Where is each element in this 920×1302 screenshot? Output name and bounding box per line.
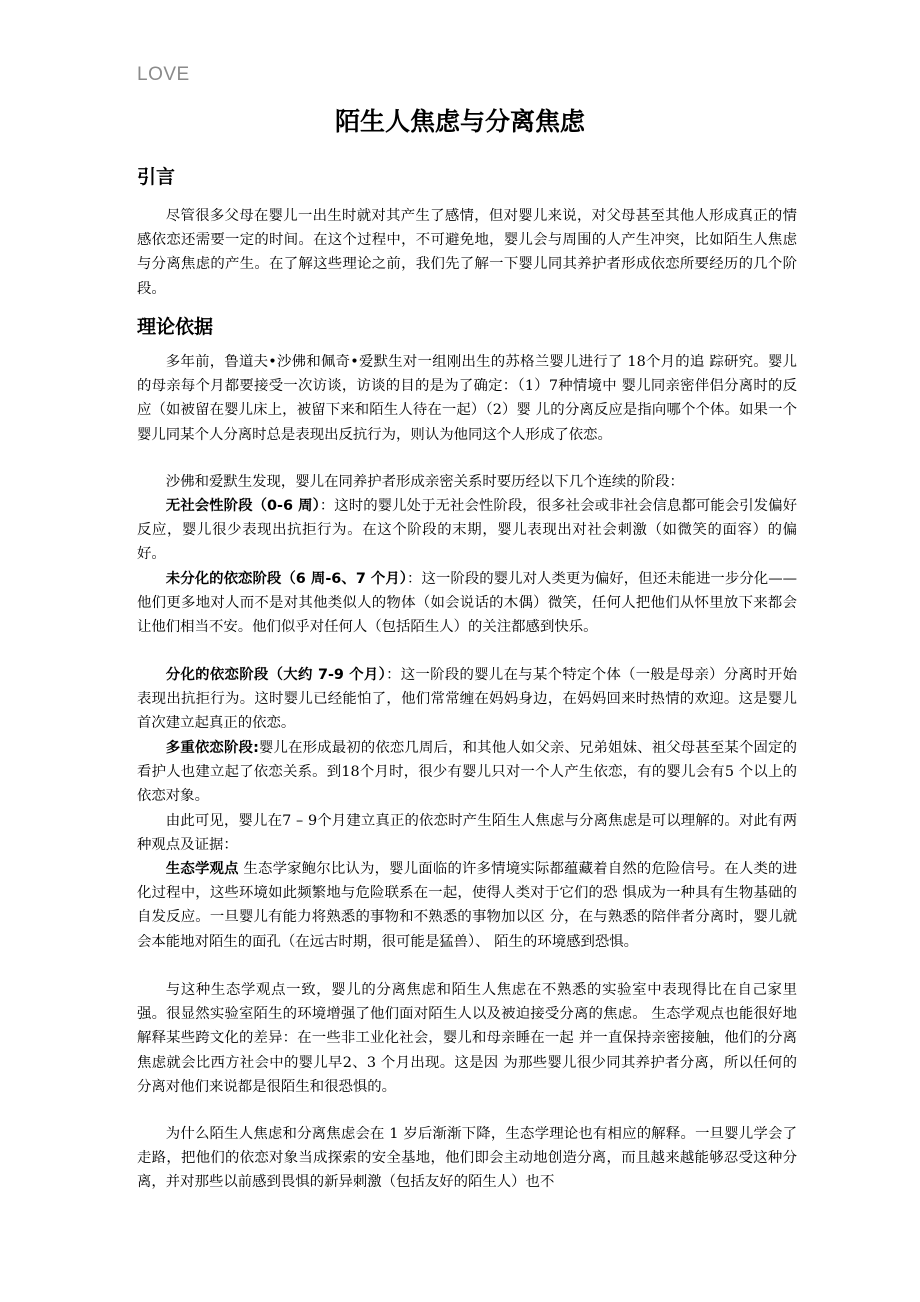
stage-paragraph-1 <box>137 494 797 567</box>
stage-text: ：这一阶段的婴儿在与某个特定个体（一般是母亲）分离时开始表现出抗拒行为。这时婴儿已经能怕了，他们常常缠在妈妈身边，在妈妈回来时热情的欢迎。这是婴儿首次建立起真正的依恋。 <box>137 667 797 732</box>
theory-paragraph-3: 由此可见，婴儿在7 – 9个月建立真正的依恋时产生陌生人焦虑与分离焦虑是可以理解的。对此有两种观点及证据： <box>137 813 797 854</box>
stage-label: 分化的依恋阶段（大约 7-9 个月） <box>165 667 387 683</box>
stage-text: ：这一阶段的婴儿对人类更为偏好，但还未能进一步分化——他们更多地对人而不是对其他类似人的物体（如会说话的木偶）微笑，任何人把他们从怀里放下来都会让他们相当不安。他们似乎对任何人（包括陌生人）的关注都感到快乐。 <box>137 571 797 636</box>
section-heading-intro: 引言 <box>137 166 176 188</box>
intro-paragraph: 尽管很多父母在婴儿一出生时就对其产生了感情，但对婴儿来说，对父母甚至其他人形成真正的情感依恋还需要一定的时间。在这个过程中，不可避免地，婴儿会与周围的人产生冲突，比如陌生人焦虑与分离焦虑的产生。在了解这些理论之前，我们先了解一下婴儿同其养护者形成依恋所要经历的几个阶段。 <box>137 208 797 297</box>
theory-paragraph-1: 多年前，鲁道夫•沙佛和佩奇•爱默生对一组刚出生的苏格兰婴儿进行了 18个月的追 踪研究。婴儿的母亲每个月都要接受一次访谈，访谈的目的是为了确定：（1）7种情境中 婴儿同亲密伴侣分离时的反应（如被留在婴儿床上，被留下来和陌生人待在一起）（2）婴 儿的分离反应是指向哪个个体。如果一个婴儿同某个人分离时总是表现出反抗行为，则认为他同这个人形成了依恋。 <box>137 354 797 443</box>
ecology-paragraph <box>137 857 797 954</box>
stage-text: ：这时的婴儿处于无社会性阶段，很多社会或非社会信息都可能会引发偏好反应，婴儿很少表现出抗拒行为。在这个阶段的末期，婴儿表现出对社会刺激（如微笑的面容）的偏好。 <box>137 498 797 563</box>
stage-label: 无社会性阶段（0-6 周） <box>165 498 320 514</box>
watermark-text: LOVE <box>137 64 190 85</box>
stage-paragraph-3 <box>137 663 797 736</box>
stage-label: 未分化的依恋阶段（6 周-6、7 个月） <box>165 571 408 587</box>
stage-label: 多重依恋阶段: <box>165 740 259 756</box>
page-title: 陌生人焦虑与分离焦虑 <box>334 107 585 136</box>
theory-paragraph-2: 沙佛和爱默生发现，婴儿在同养护者形成亲密关系时要历经以下几个连续的阶段： <box>165 474 684 490</box>
section-heading-theory: 理论依据 <box>137 316 214 338</box>
theory-paragraph-4: 与这种生态学观点一致，婴儿的分离焦虑和陌生人焦虑在不熟悉的实验室中表现得比在自己家里强。很显然实验室陌生的环境增强了他们面对陌生人以及被迫接受分离的焦虑。 生态学观点也能很好地解释某些跨文化的差异：在一些非工业化社会，婴儿和母亲睡在一起 并一直保持亲密接触，他们的分离焦虑就会比西方社会中的婴儿早2、3 个月出现。这是因 为那些婴儿很少同其养护者分离，所以任何的分离对他们来说都是很陌生和很恐惧的。 <box>137 982 797 1095</box>
ecology-text: 生态学家鲍尔比认为，婴儿面临的许多情境实际都蕴藏着自然的危险信号。在人类的进化过程中，这些环境如此频繁地与危险联系在一起，使得人类对于它们的恐 惧成为一种具有生物基础的自发反应。一旦婴儿有能力将熟悉的事物和不熟悉的事物加以区 分，在与熟悉的陪伴者分离时，婴儿就会本能地对陌生的面孔（在远古时期，很可能是猛兽）、 陌生的环境感到恐惧。 <box>137 861 797 950</box>
stage-text: 婴儿在形成最初的依恋几周后，和其他人如父亲、兄弟姐妹、祖父母甚至某个固定的看护人也建立起了依恋关系。到18个月时，很少有婴儿只对一个人产生依恋，有的婴儿会有5 个以上的依恋对象。 <box>137 740 797 805</box>
stage-paragraph-2 <box>137 567 797 640</box>
stage-paragraph-4 <box>137 736 797 809</box>
theory-paragraph-5: 为什么陌生人焦虑和分离焦虑会在 1 岁后渐渐下降，生态学理论也有相应的解释。一旦婴儿学会了走路，把他们的依恋对象当成探索的安全基地，他们即会主动地创造分离，而且越来越能够忍受这种分离，并对那些以前感到畏惧的新异刺激（包括友好的陌生人）也不 <box>137 1126 797 1191</box>
ecology-label: 生态学观点 <box>165 861 239 877</box>
